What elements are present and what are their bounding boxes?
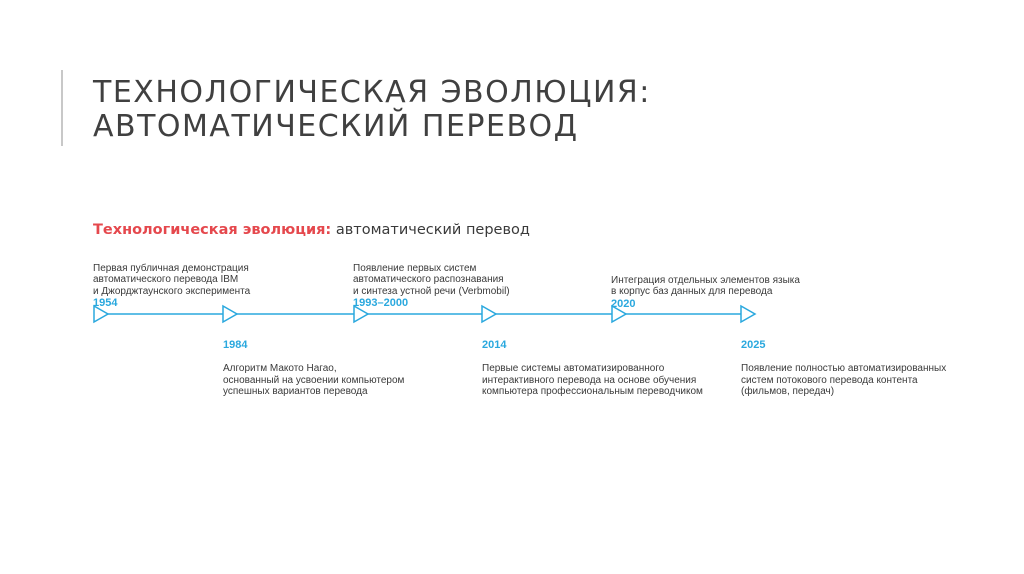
event-2020 bbox=[611, 263, 800, 322]
event-2014-year: 2014 bbox=[482, 338, 507, 351]
event-1954 bbox=[93, 251, 250, 322]
event-1954-year: 1954 bbox=[93, 297, 118, 309]
event-2014 bbox=[482, 327, 703, 398]
event-1993-2000 bbox=[353, 251, 510, 322]
event-1954-text: Первая публичная демонстрация автоматического перевода IBM и Джорджтаунского эксперимента bbox=[93, 262, 251, 297]
figure-heading-rest: автоматический перевод bbox=[331, 222, 530, 238]
event-1984-text: Алгоритм Макото Нагао, основанный на усвоении компьютером успешных вариантов перевода bbox=[223, 363, 405, 397]
event-1993-2000-year: 1993–2000 bbox=[353, 297, 409, 309]
event-2020-text: Интеграция отдельных элементов языка в корпус баз данных для перевода bbox=[611, 274, 800, 297]
event-2025-year: 2025 bbox=[741, 338, 766, 351]
slide-title-line-1: ТЕХНОЛОГИЧЕСКАЯ ЭВОЛЮЦИЯ: bbox=[93, 75, 651, 110]
event-2025-text: Появление полностью автоматизированных систем потокового перевода контента (фильмов, передач) bbox=[741, 363, 947, 397]
slide-title-line-2: АВТОМАТИЧЕСКИЙ ПЕРЕВОД bbox=[93, 109, 579, 144]
event-2020-year: 2020 bbox=[611, 297, 636, 310]
event-1993-2000-text: Появление первых систем автоматического распознавания и синтеза устной речи (Verbmobil) bbox=[353, 262, 510, 297]
figure-heading-accent: Технологическая эволюция: bbox=[93, 222, 332, 238]
event-2014-text: Первые системы автоматизированного интерактивного перевода на основе обучения компьютера профессиональным переводчиком bbox=[482, 363, 703, 397]
event-1984 bbox=[223, 327, 404, 398]
event-1984-year: 1984 bbox=[223, 338, 248, 351]
event-2025 bbox=[741, 327, 946, 398]
